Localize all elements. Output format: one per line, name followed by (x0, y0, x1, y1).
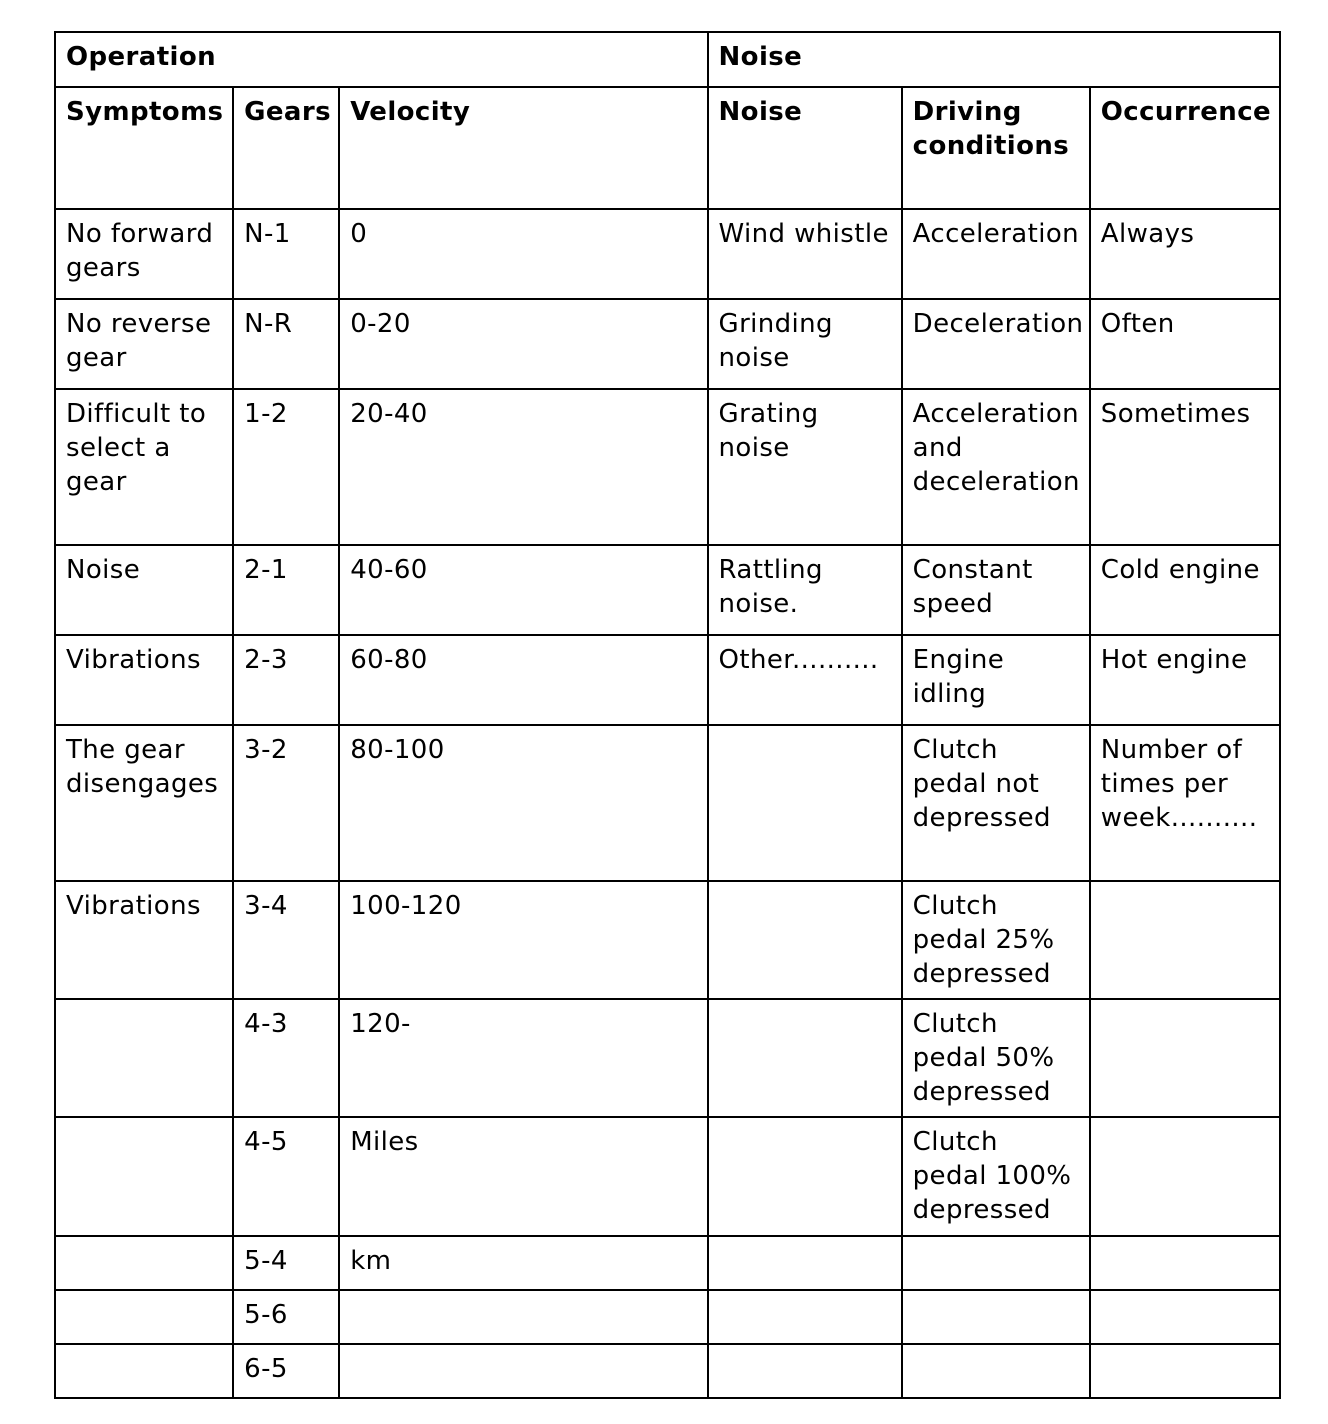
table-row (55, 881, 1280, 999)
velocity-cell: km (339, 1236, 707, 1290)
table-row (55, 725, 1280, 881)
noise-cell (708, 1117, 902, 1236)
velocity-cell (339, 1290, 707, 1344)
group-header-noise: Noise (708, 32, 1280, 87)
velocity-cell: 60-80 (339, 635, 707, 725)
driving-condition-cell (902, 1344, 1090, 1398)
group-header-row (55, 32, 1280, 87)
driving-condition-cell: Engine idling (902, 635, 1090, 725)
velocity-cell: 40-60 (339, 545, 707, 635)
driving-condition-cell: Clutch pedal 25% depressed (902, 881, 1090, 999)
occurrence-cell (1090, 1236, 1280, 1290)
symptom-cell (55, 999, 233, 1117)
occurrence-cell (1090, 881, 1280, 999)
column-header-noise: Noise (708, 87, 902, 209)
occurrence-cell: Sometimes (1090, 389, 1280, 545)
occurrence-cell: Number of times per week.......... (1090, 725, 1280, 881)
symptom-cell (55, 1117, 233, 1236)
column-header-velocity: Velocity (339, 87, 707, 209)
occurrence-cell (1090, 1290, 1280, 1344)
velocity-cell: 120- (339, 999, 707, 1117)
table-body (55, 209, 1280, 1398)
column-header-gears: Gears (233, 87, 339, 209)
gear-cell: 6-5 (233, 1344, 339, 1398)
noise-cell (708, 1290, 902, 1344)
symptom-cell (55, 1290, 233, 1344)
symptom-cell: Noise (55, 545, 233, 635)
driving-condition-cell: Clutch pedal 50% depressed (902, 999, 1090, 1117)
noise-cell: Rattling noise. (708, 545, 902, 635)
table-row (55, 1117, 1280, 1236)
noise-cell (708, 725, 902, 881)
column-header-occurrence: Occurrence (1090, 87, 1280, 209)
noise-cell (708, 1344, 902, 1398)
symptom-cell: Difficult to select a gear (55, 389, 233, 545)
table-row (55, 545, 1280, 635)
column-header-row (55, 87, 1280, 209)
table-row (55, 635, 1280, 725)
velocity-cell (339, 1344, 707, 1398)
table-row (55, 999, 1280, 1117)
table-row (55, 299, 1280, 389)
diagnostic-table (54, 31, 1281, 1399)
velocity-cell: Miles (339, 1117, 707, 1236)
symptom-cell: Vibrations (55, 635, 233, 725)
noise-cell (708, 881, 902, 999)
noise-cell: Grinding noise (708, 299, 902, 389)
symptom-cell (55, 1236, 233, 1290)
noise-cell (708, 999, 902, 1117)
table-row (55, 1344, 1280, 1398)
gear-cell: 3-2 (233, 725, 339, 881)
gear-cell: 5-6 (233, 1290, 339, 1344)
group-header-operation: Operation (55, 32, 708, 87)
gear-cell: 2-3 (233, 635, 339, 725)
gear-cell: 3-4 (233, 881, 339, 999)
table-row (55, 1236, 1280, 1290)
occurrence-cell: Often (1090, 299, 1280, 389)
noise-cell (708, 1236, 902, 1290)
gear-cell: N-1 (233, 209, 339, 299)
driving-condition-cell: Constant speed (902, 545, 1090, 635)
occurrence-cell: Cold engine (1090, 545, 1280, 635)
velocity-cell: 20-40 (339, 389, 707, 545)
velocity-cell: 100-120 (339, 881, 707, 999)
driving-condition-cell: Clutch pedal 100% depressed (902, 1117, 1090, 1236)
driving-condition-cell (902, 1290, 1090, 1344)
symptom-cell: No reverse gear (55, 299, 233, 389)
gear-cell: 1-2 (233, 389, 339, 545)
gear-cell: 2-1 (233, 545, 339, 635)
noise-cell: Wind whistle (708, 209, 902, 299)
driving-condition-cell (902, 1236, 1090, 1290)
symptom-cell: No forward gears (55, 209, 233, 299)
table-row (55, 1290, 1280, 1344)
column-header-driving-conditions: Driving conditions (902, 87, 1090, 209)
symptom-cell: The gear disengages (55, 725, 233, 881)
gear-cell: N-R (233, 299, 339, 389)
occurrence-cell (1090, 1117, 1280, 1236)
occurrence-cell (1090, 999, 1280, 1117)
occurrence-cell: Hot engine (1090, 635, 1280, 725)
noise-cell: Other.......... (708, 635, 902, 725)
driving-condition-cell: Acceleration (902, 209, 1090, 299)
velocity-cell: 0-20 (339, 299, 707, 389)
gear-cell: 4-3 (233, 999, 339, 1117)
occurrence-cell (1090, 1344, 1280, 1398)
driving-condition-cell: Clutch pedal not depressed (902, 725, 1090, 881)
driving-condition-cell: Acceleration and deceleration (902, 389, 1090, 545)
symptom-cell: Vibrations (55, 881, 233, 999)
table-row (55, 209, 1280, 299)
driving-condition-cell: Deceleration (902, 299, 1090, 389)
velocity-cell: 0 (339, 209, 707, 299)
column-header-symptoms: Symptoms (55, 87, 233, 209)
symptom-cell (55, 1344, 233, 1398)
velocity-cell: 80-100 (339, 725, 707, 881)
gear-cell: 5-4 (233, 1236, 339, 1290)
gear-cell: 4-5 (233, 1117, 339, 1236)
noise-cell: Grating noise (708, 389, 902, 545)
table-row (55, 389, 1280, 545)
occurrence-cell: Always (1090, 209, 1280, 299)
